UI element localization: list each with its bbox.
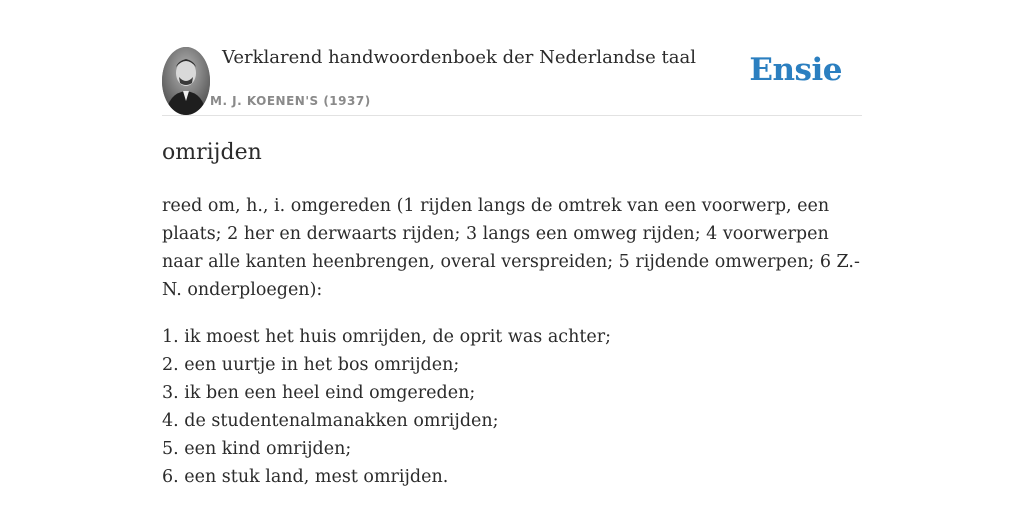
- ensie-logo-link[interactable]: Ensie: [749, 52, 842, 88]
- example-item: 2. een uurtje in het bos omrijden;: [162, 355, 460, 375]
- author-portrait-icon: [162, 47, 210, 115]
- book-title: Verklarend handwoordenboek der Nederlandse taal: [222, 47, 696, 68]
- example-item: 5. een kind omrijden;: [162, 439, 352, 459]
- example-item: 3. ik ben een heel eind omgereden;: [162, 383, 476, 403]
- example-list: [162, 323, 862, 491]
- entry-headword: omrijden: [162, 140, 262, 165]
- example-item: 4. de studentenalmanakken omrijden;: [162, 411, 499, 431]
- header: [162, 44, 862, 116]
- author-portrait: [162, 47, 210, 115]
- entry-definition: reed om, h., i. omgereden (1 rijden langs de omtrek van een voorwerp, een plaats; 2 her en derwaarts rijden; 3 langs een omweg rijden; 4 voorwerpen naar alle kanten heenbrengen, overal verspreiden; 5 rijdende omwerpen; 6 Z.-N. onderploegen):: [162, 196, 860, 300]
- example-item: 1. ik moest het huis omrijden, de oprit was achter;: [162, 327, 611, 347]
- author-credit: M. J. KOENEN'S (1937): [210, 94, 371, 108]
- example-item: 6. een stuk land, mest omrijden.: [162, 467, 449, 487]
